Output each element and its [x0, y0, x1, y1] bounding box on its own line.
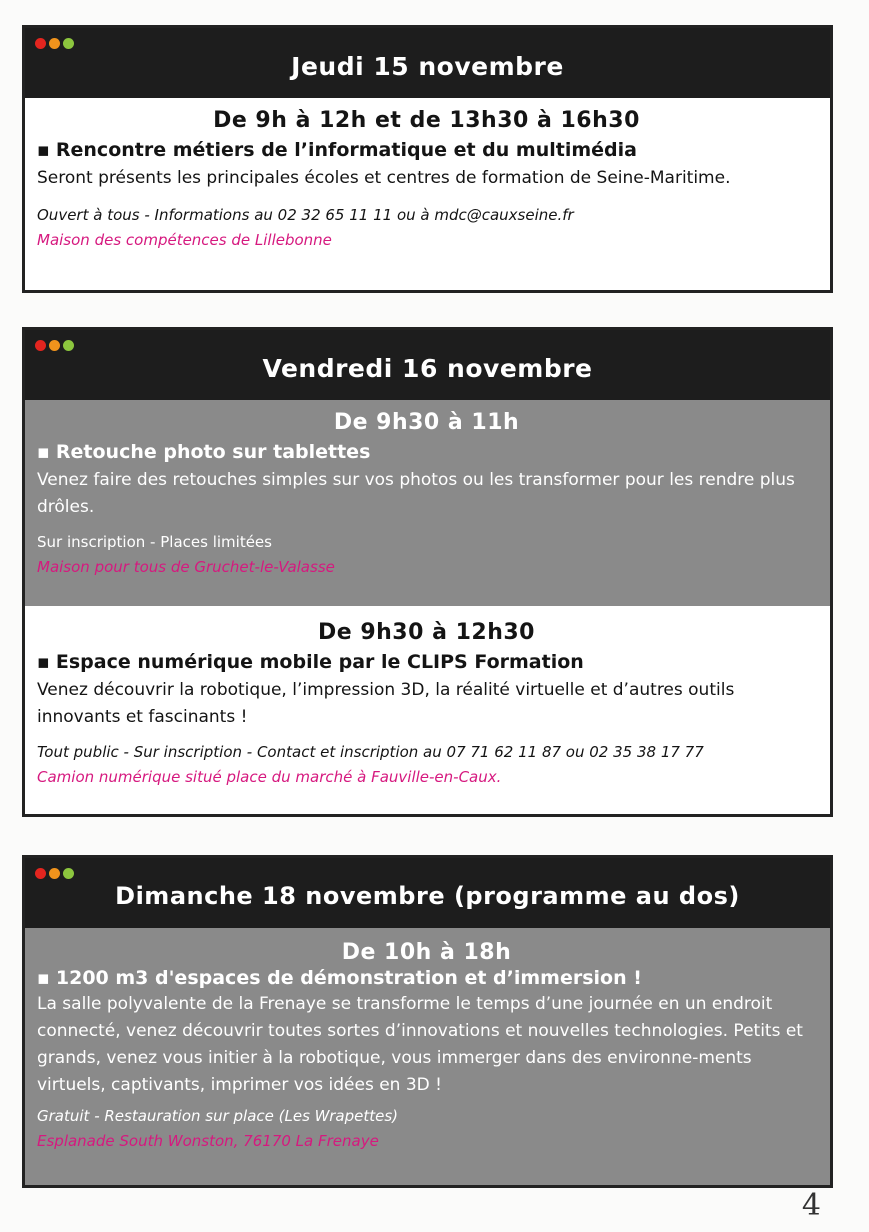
bullet-icon: ▪: [37, 441, 50, 463]
event-description: La salle polyvalente de la Frenaye se transforme le temps d’une journée en un endroit connecté, venez découvrir toutes sortes d’innovations et nouvelles technologies. Petits et grands, venez vous initier à la robotique, vous immerger dans des environne-ments virtuels, captivants, imprimer vos idées en 3D !: [37, 994, 803, 1095]
day-title: Jeudi 15 novembre: [291, 51, 564, 81]
event-place: Esplanade South Wonston, 76170 La Frenaye: [37, 1132, 379, 1150]
event-description: Venez faire des retouches simples sur vos photos ou les transformer pour les rendre plus drôles.: [37, 470, 795, 517]
green-dot-icon: [63, 38, 74, 49]
event-title-text: 1200 m3 d'espaces de démonstration et d’immersion !: [55, 967, 642, 989]
bullet-icon: ▪: [37, 967, 50, 989]
event-info: Gratuit - Restauration sur place (Les Wrapettes): [37, 1107, 399, 1125]
event-place: Maison des compétences de Lillebonne: [37, 231, 332, 249]
bullet-icon: ▪: [37, 139, 50, 161]
orange-dot-icon: [49, 38, 60, 49]
red-dot-icon: [35, 38, 46, 49]
event-place: Camion numérique situé place du marché à Fauville-en-Caux.: [37, 768, 502, 786]
event-title-text: Rencontre métiers de l’informatique et du multimédia: [55, 139, 637, 161]
bullet-icon: ▪: [37, 651, 50, 673]
day-card-jeudi: [22, 25, 833, 293]
event-section: [25, 400, 830, 606]
day-card-vendredi: [22, 327, 833, 817]
day-card-dimanche: [22, 855, 833, 1188]
event-title: [37, 967, 816, 989]
red-dot-icon: [35, 868, 46, 879]
traffic-dots-icon: [35, 868, 74, 879]
event-info: Tout public - Sur inscription - Contact et inscription au 07 71 62 11 87 ou 02 35 38 17 77: [37, 743, 704, 761]
orange-dot-icon: [49, 340, 60, 351]
day-title: Dimanche 18 novembre (programme au dos): [115, 882, 740, 910]
day-header: [25, 330, 830, 400]
day-header: [25, 28, 830, 98]
event-info: Sur inscription - Places limitées: [37, 533, 272, 551]
event-title-text: Retouche photo sur tablettes: [55, 441, 371, 463]
traffic-dots-icon: [35, 340, 74, 351]
day-title: Vendredi 16 novembre: [262, 353, 593, 383]
event-description: Seront présents les principales écoles et centres de formation de Seine-Maritime.: [37, 168, 731, 188]
event-section: [25, 98, 830, 290]
event-description: Venez découvrir la robotique, l’impression 3D, la réalité virtuelle et d’autres outils innovants et fascinants !: [37, 680, 735, 727]
event-info: Ouvert à tous - Informations au 02 32 65 11 11 ou à mdc@cauxseine.fr: [37, 206, 574, 224]
day-header: [25, 858, 830, 928]
event-place: Maison pour tous de Gruchet-le-Valasse: [37, 558, 335, 576]
event-time: De 10h à 18h: [341, 940, 512, 965]
event-title: [37, 651, 816, 673]
event-time: De 9h30 à 12h30: [318, 620, 535, 645]
event-section: [25, 606, 830, 814]
event-time: De 9h à 12h et de 13h30 à 16h30: [213, 108, 640, 133]
red-dot-icon: [35, 340, 46, 351]
event-section: [25, 928, 830, 1185]
page-number: 4: [801, 1188, 821, 1223]
orange-dot-icon: [49, 868, 60, 879]
event-title: [37, 139, 816, 161]
event-time: De 9h30 à 11h: [333, 410, 520, 435]
event-title: [37, 441, 816, 463]
event-title-text: Espace numérique mobile par le CLIPS Formation: [55, 651, 584, 673]
green-dot-icon: [63, 868, 74, 879]
traffic-dots-icon: [35, 38, 74, 49]
green-dot-icon: [63, 340, 74, 351]
